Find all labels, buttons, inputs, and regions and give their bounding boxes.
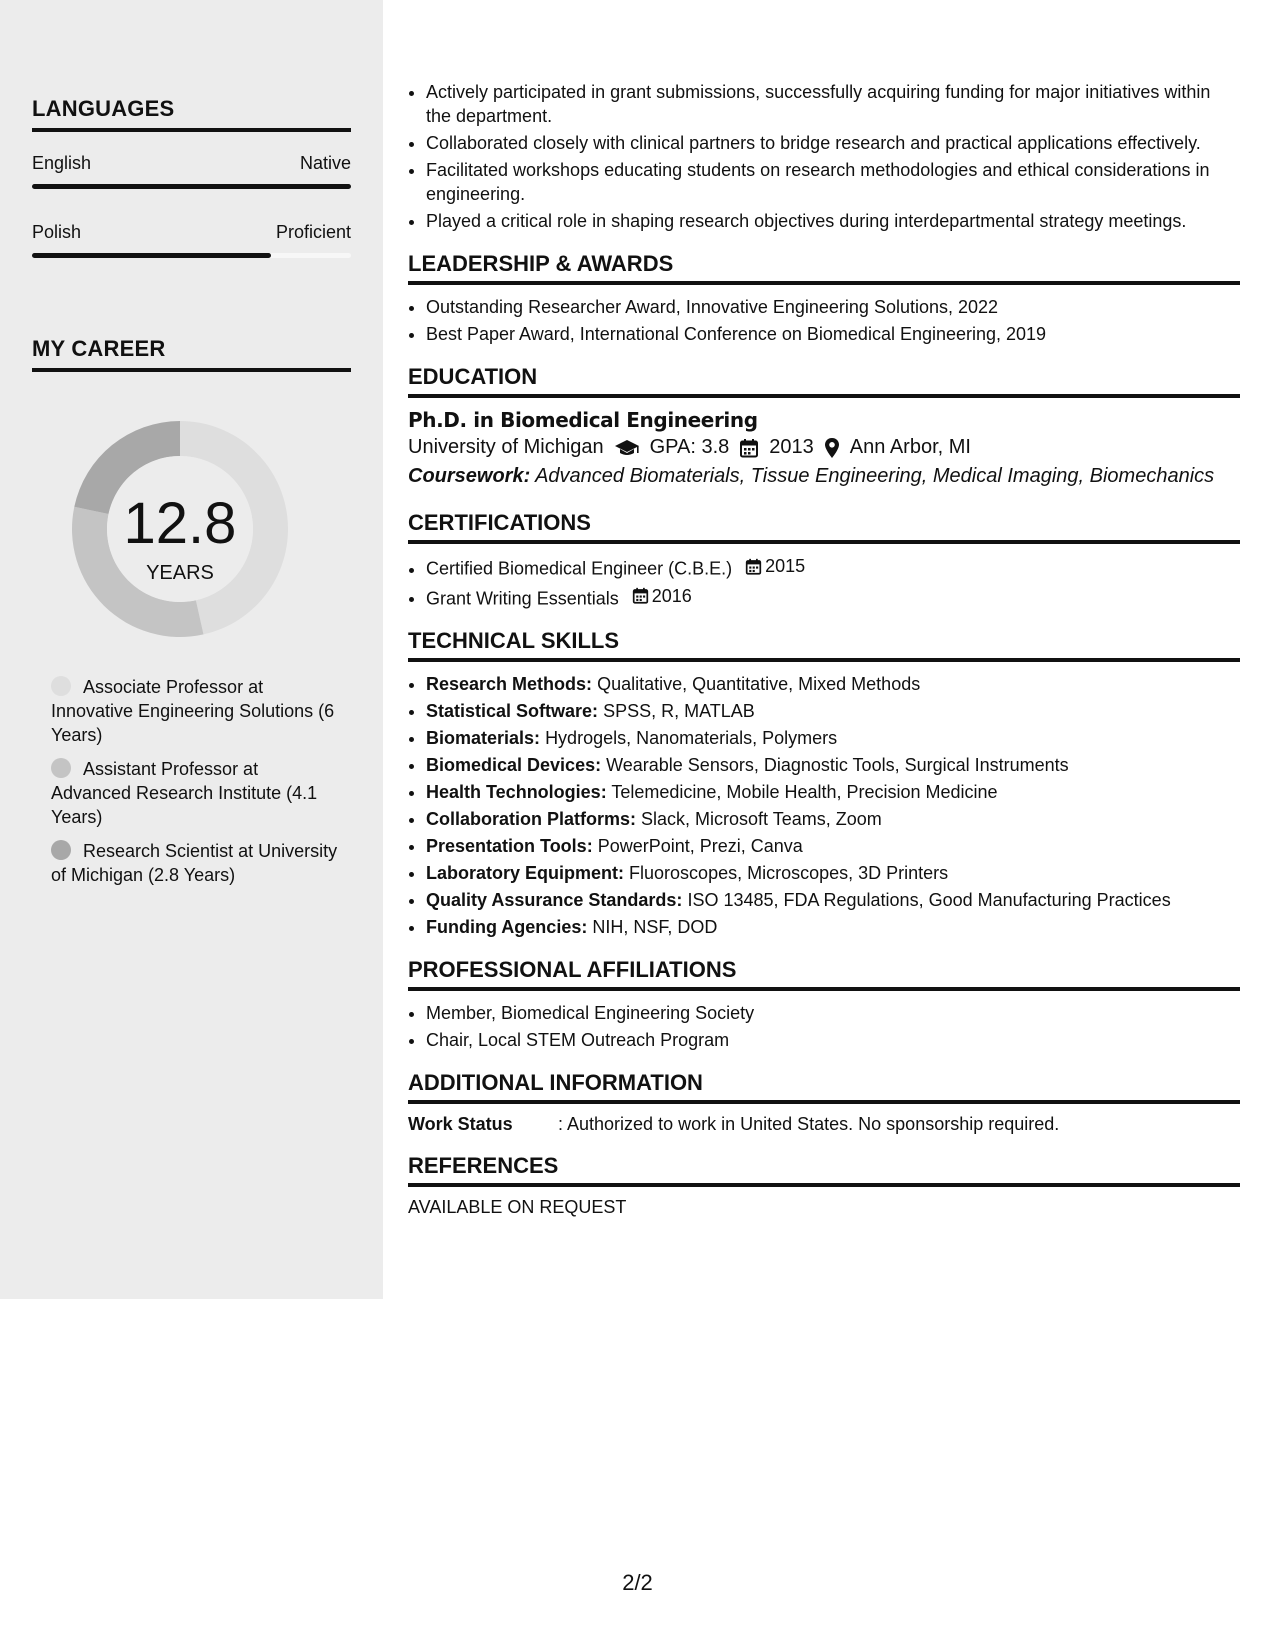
experience-bullet: • Actively participated in grant submissions, successfully acquiring funding for major initiatives within the department. [426,80,1240,128]
affiliation-item: • Chair, Local STEM Outreach Program [426,1028,1240,1052]
calendar-icon [632,587,649,604]
certifications-heading: CERTIFICATIONS [408,510,1240,544]
coursework-label: Coursework: [408,465,531,487]
skill-item [426,726,1240,750]
certification-year: 2015 [765,556,806,576]
references-heading: REFERENCES [408,1153,1240,1187]
education-year: 2013 [769,436,814,458]
education-degree: Ph.D. in Biomedical Engineering [408,408,758,432]
skill-label: Statistical Software: [426,701,599,721]
skill-label: Collaboration Platforms: [426,809,637,829]
education-gpa: GPA: 3.8 [649,436,730,458]
skill-item [426,834,1240,858]
languages-heading: LANGUAGES [32,96,351,132]
experience-bullet: • Played a critical role in shaping research objectives during interdepartmental strategy meetings. [426,209,1240,233]
language-bar-english [32,184,351,189]
career-legend-item [51,675,341,747]
work-status-value: : Authorized to work in United States. No sponsorship required. [558,1114,1060,1134]
education-location: Ann Arbor, MI [849,436,971,458]
calendar-icon [745,558,762,575]
certification-item [426,554,1240,581]
career-legend-text: Associate Professor at Innovative Engineering Solutions (6 Years) [51,677,335,745]
skills-heading: TECHNICAL SKILLS [408,628,1240,662]
skill-item [426,699,1240,723]
skill-item [426,861,1240,885]
language-name: English [32,153,92,173]
skill-value: Fluoroscopes, Microscopes, 3D Printers [629,863,949,883]
experience-bullet: • Collaborated closely with clinical partners to bridge research and practical applications effectively. [426,131,1240,155]
career-total-years: 12.8 [123,491,237,556]
legend-dot-icon [51,758,71,778]
skill-label: Research Methods: [426,674,593,694]
sidebar [0,0,383,1299]
career-heading: MY CAREER [32,336,351,372]
references-text: AVAILABLE ON REQUEST [408,1197,627,1217]
skill-item [426,807,1240,831]
skill-value: Telemedicine, Mobile Health, Precision Medicine [611,782,998,802]
skill-value: PowerPoint, Prezi, Canva [597,836,803,856]
calendar-icon [739,438,759,458]
page-number: 2/2 [622,1570,653,1595]
career-legend-item [51,757,341,829]
education-coursework [408,465,1240,488]
skills-list [408,672,1240,939]
affiliations-heading: PROFESSIONAL AFFILIATIONS [408,957,1240,991]
skill-item [426,888,1240,912]
education-school: University of Michigan [408,436,604,458]
skill-label: Biomedical Devices: [426,755,602,775]
skill-label: Health Technologies: [426,782,607,802]
skill-value: Qualitative, Quantitative, Mixed Methods [597,674,921,694]
skill-value: ISO 13485, FDA Regulations, Good Manufacturing Practices [687,890,1171,910]
certification-year: 2016 [651,585,692,606]
career-total-unit: YEARS [146,562,214,584]
skill-value: Slack, Microsoft Teams, Zoom [641,809,882,829]
language-bar-polish [32,253,351,258]
skill-value: SPSS, R, MATLAB [603,701,755,721]
affiliation-item: • Member, Biomedical Engineering Society [426,1001,1240,1025]
legend-dot-icon [51,676,71,696]
certification-name: Grant Writing Essentials [426,588,619,608]
language-name: Polish [32,222,82,242]
skill-item [426,753,1240,777]
work-status-label: Work Status [408,1114,513,1134]
award-item: • Best Paper Award, International Conference on Biomedical Engineering, 2019 [426,322,1240,346]
language-level: Native [299,153,351,173]
certification-item [426,584,1240,611]
career-legend [51,675,341,897]
skill-value: Wearable Sensors, Diagnostic Tools, Surgical Instruments [606,755,1069,775]
graduation-cap-icon [614,438,640,458]
skill-item [426,780,1240,804]
awards-heading: LEADERSHIP & AWARDS [408,251,1240,285]
skill-item [426,672,1240,696]
certification-name: Certified Biomedical Engineer (C.B.E.) [426,558,733,579]
skill-label: Biomaterials: [426,728,541,748]
education-meta [408,436,1240,459]
language-bar-fill [32,184,351,189]
additional-info-heading: ADDITIONAL INFORMATION [408,1070,1240,1104]
skill-label: Funding Agencies: [426,917,588,937]
work-status-row [408,1114,1240,1135]
skill-label: Laboratory Equipment: [426,863,625,883]
skill-item [426,915,1240,939]
awards-list [408,295,1240,346]
skill-value: Hydrogels, Nanomaterials, Polymers [545,728,838,748]
career-legend-text: Assistant Professor at Advanced Research Institute (4.1 Years) [51,759,318,827]
education-heading: EDUCATION [408,364,1240,398]
skill-value: NIH, NSF, DOD [592,917,718,937]
experience-bullets [408,80,1240,233]
affiliations-list [408,1001,1240,1052]
legend-dot-icon [51,840,71,860]
language-row-polish [32,222,351,243]
experience-bullet: • Facilitated workshops educating students on research methodologies and ethical considerations in engineering. [426,158,1240,206]
career-legend-item [51,839,341,887]
career-legend-text: Research Scientist at University of Michigan (2.8 Years) [51,841,338,885]
language-row-english [32,153,351,174]
language-level: Proficient [275,222,351,242]
skill-label: Presentation Tools: [426,836,593,856]
coursework-list: Advanced Biomaterials, Tissue Engineering, Medical Imaging, Biomechanics [535,465,1215,487]
career-donut-chart [65,414,295,644]
map-pin-icon [824,437,840,459]
language-bar-fill [32,253,271,258]
skill-label: Quality Assurance Standards: [426,890,683,910]
certifications-list [408,554,1240,610]
main-content [408,80,1240,1218]
award-item: • Outstanding Researcher Award, Innovative Engineering Solutions, 2022 [426,295,1240,319]
